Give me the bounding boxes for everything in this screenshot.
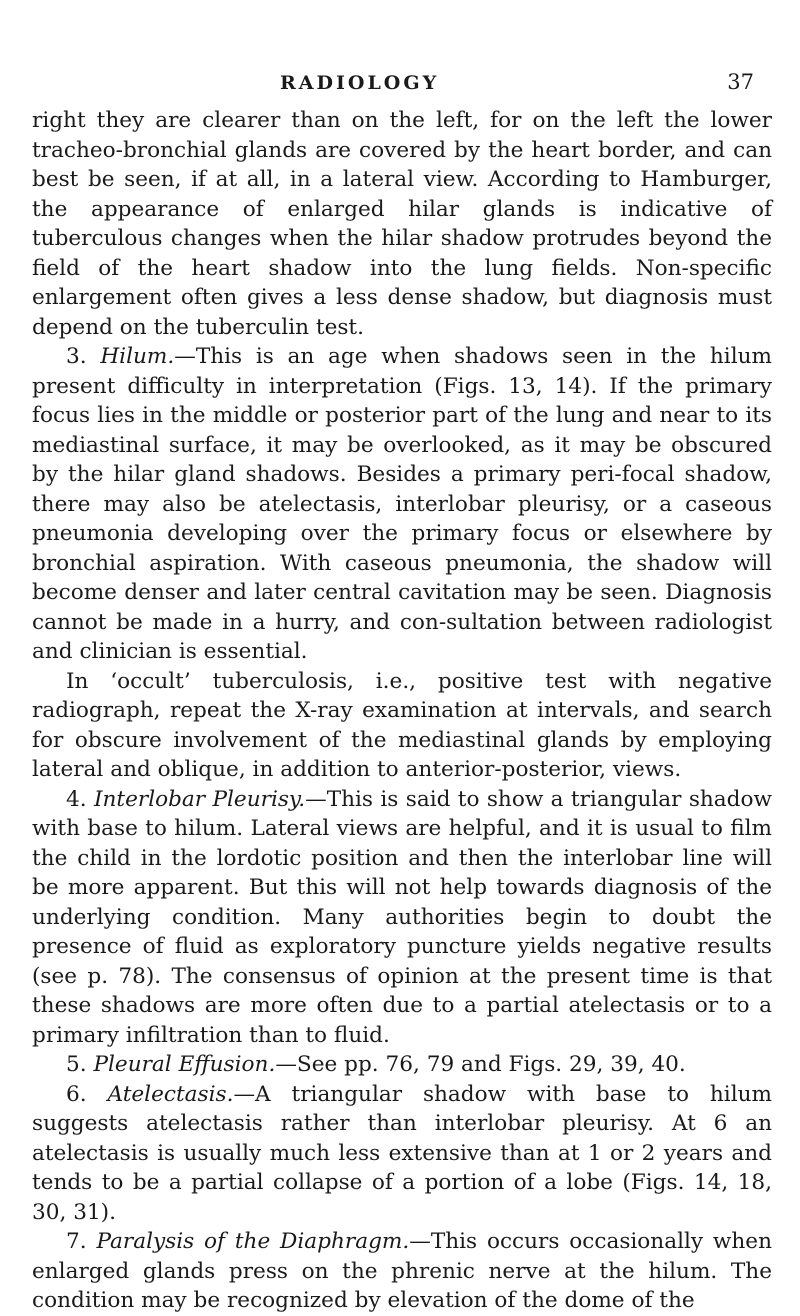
section-heading: Paralysis of the Diaphragm.: [96, 1229, 410, 1254]
paragraph-text: —This is said to show a triangular shadow with base to hilum. Lateral views are helpful, and it is usual to film the child in the lordotic position and then the interlobar line will be more apparent. But this will not help towards diagnosis of the underlying condition. Many authorities begin to doubt the presence of fluid as exploratory puncture yields negative results (see p. 78). The consensus of opinion at the present time is that these shadows are more often due to a partial atelectasis or to a primary infiltration than to fluid.: [32, 786, 772, 1048]
page-number: 37: [727, 70, 754, 94]
section-heading: Pleural Effusion.: [93, 1052, 276, 1077]
paragraph-continuation: [32, 106, 772, 342]
paragraph-text: In ‘occult’ tuberculosis, i.e., positive test with negative radiograph, repeat the X-ray examination at intervals, and search for obscure involvement of the mediastinal glands by employing lateral and oblique, in addition to anterior-posterior, views.: [32, 668, 772, 782]
section-heading: Atelectasis.: [107, 1081, 234, 1107]
section-number: 4.: [66, 786, 87, 812]
section-number: 7.: [66, 1229, 87, 1254]
paragraph-diaphragm-paralysis: [32, 1227, 772, 1316]
paragraph-text: —This occurs occasionally when enlarged glands press on the phrenic nerve at the hilum. The condition may be recognized by elevation of the dome of the: [32, 1229, 772, 1313]
paragraph-pleural-effusion: [32, 1050, 772, 1080]
section-number: 6.: [66, 1081, 87, 1107]
paragraph-interlobar-pleurisy: [32, 785, 772, 1051]
running-head: [0, 58, 800, 98]
paragraph-text: —See pp. 76, 79 and Figs. 29, 39, 40.: [275, 1052, 686, 1077]
running-title: RADIOLOGY: [280, 72, 440, 94]
section-heading: Hilum.: [100, 344, 175, 369]
section-number: 5.: [66, 1052, 87, 1077]
paragraph-text: right they are clearer than on the left, for on the left the lower tracheo-bronchial glands are covered by the heart border, and can best be seen, if at all, in a lateral view. According to Hamburger, the appearance of enlarged hilar glands is indicative of tuberculous changes when the hilar shadow protrudes beyond the field of the heart shadow into the lung fields. Non-specific enlargement often gives a less dense shadow, but diagnosis must depend on the tuberculin test.: [32, 108, 772, 340]
body-text: [32, 106, 772, 1316]
section-heading: Interlobar Pleurisy.: [93, 786, 306, 812]
paragraph-hilum: [32, 342, 772, 667]
paragraph-text: —This is an age when shadows seen in the hilum present difficulty in interpretation (Figs. 13, 14). If the primary focus lies in the middle or posterior part of the lung and near to its mediastinal surface, it may be overlooked, as it may be obscured by the hilar gland shadows. Besides a primary peri-focal shadow, there may also be atelectasis, interlobar pleurisy, or a caseous pneumonia developing over the primary focus or elsewhere by bronchial aspiration. With caseous pneumonia, the shadow will become denser and later central cavitation may be seen. Diagnosis cannot be made in a hurry, and con-sultation between radiologist and clinician is essential.: [32, 344, 772, 664]
paragraph-text: —A triangular shadow with base to hilum suggests atelectasis rather than interlobar pleurisy. At 6 an atelectasis is usually much less extensive than at 1 or 2 years and tends to be a partial collapse of a portion of a lobe (Figs. 14, 18, 30, 31).: [32, 1081, 772, 1225]
paragraph-atelectasis: [32, 1080, 772, 1228]
section-number: 3.: [66, 344, 87, 369]
paragraph-occult: [32, 667, 772, 785]
